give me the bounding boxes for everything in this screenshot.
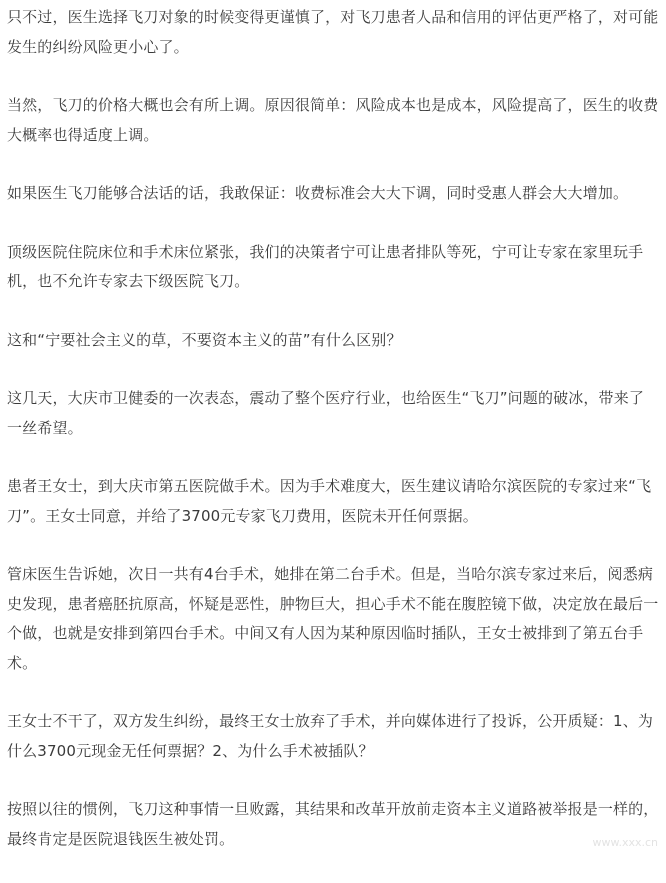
- paragraph-5: 这和“宁要社会主义的草，不要资本主义的苗”有什么区别？: [7, 330, 402, 349]
- paragraph-7: 患者王女士，到大庆市第五医院做手术。因为手术难度大，医生建议请哈尔滨医院的专家过来“飞刀”。王女士同意，并给了3700元专家飞刀费用，医院未开任何票据。: [7, 477, 652, 525]
- paragraph-3: 如果医生飞刀能够合法话的话，我敢保证：收费标准会大大下调，同时受惠人群会大大增加。: [7, 184, 629, 202]
- site-watermark: www.xxx.cn: [592, 836, 658, 849]
- paragraph-6: 这几天，大庆市卫健委的一次表态，震动了整个医疗行业，也给医生“飞刀”问题的破冰，带来了一丝希望。: [7, 389, 644, 437]
- paragraph-10: 按照以往的惯例，飞刀这种事情一旦败露，其结果和改革开放前走资本主义道路被举报是一样的，最终肯定是医院退钱医生被处罚。: [7, 800, 659, 848]
- article-body: [7, 3, 659, 883]
- paragraph-8: 管床医生告诉她，次日一共有4台手术，她排在第二台手术。但是，当哈尔滨专家过来后，阅悉病史发现，患者癌胚抗原高，怀疑是恶性，肿物巨大，担心手术不能在腹腔镜下做，决定放在最后一个做，也就是安排到第四台手术。中间又有人因为某种原因临时插队，王女士被排到了第五台手术。: [7, 565, 659, 672]
- paragraph-4: 顶级医院住院床位和手术床位紧张，我们的决策者宁可让患者排队等死，宁可让专家在家里玩手机，也不允许专家去下级医院飞刀。: [7, 242, 644, 290]
- paragraph-9: 王女士不干了，双方发生纠纷，最终王女士放弃了手术，并向媒体进行了投诉，公开质疑：1、为什么3700元现金无任何票据？2、为什么手术被插队？: [7, 712, 653, 760]
- paragraph-2: 当然，飞刀的价格大概也会有所上调。原因很简单：风险成本也是成本，风险提高了，医生的收费大概率也得适度上调。: [7, 96, 659, 144]
- paragraph-1: 只不过，医生选择飞刀对象的时候变得更谨慎了，对飞刀患者人品和信用的评估更严格了，对可能发生的纠纷风险更小心了。: [7, 8, 659, 56]
